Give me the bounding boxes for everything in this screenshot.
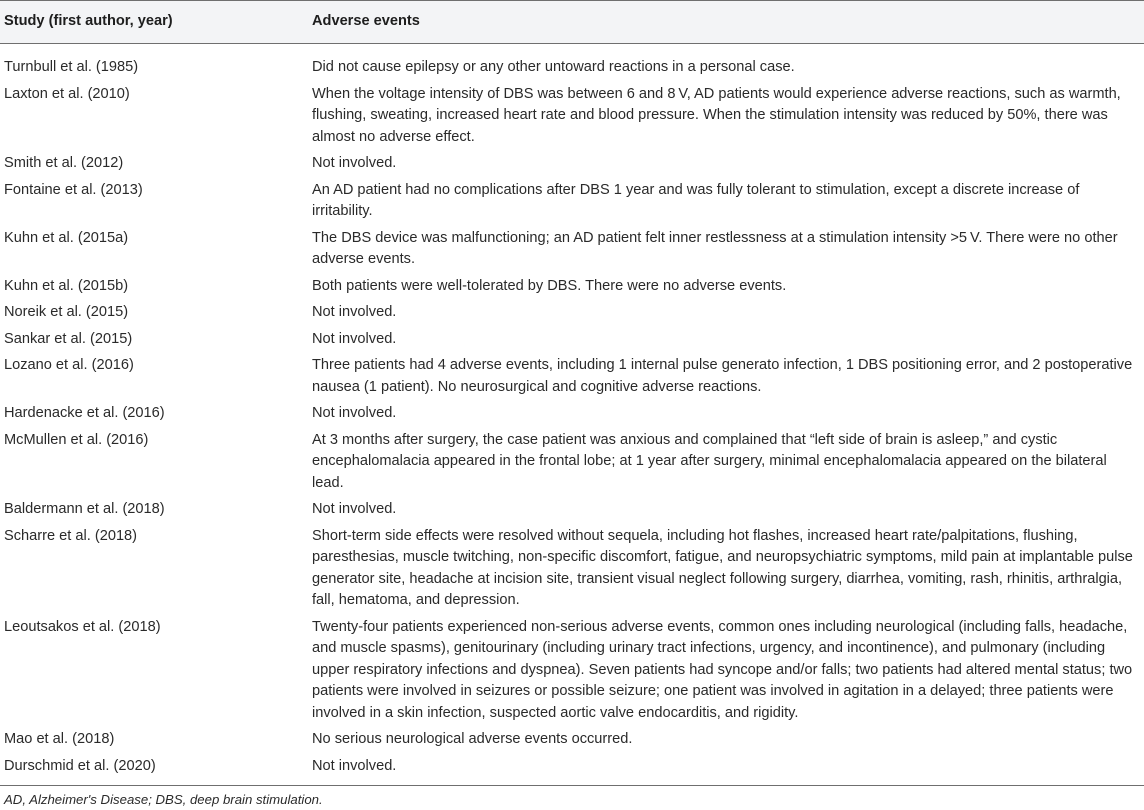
study-cell: Laxton et al. (2010) [4, 85, 130, 102]
table-row [0, 178, 1144, 226]
events-cell: The DBS device was malfunctioning; an AD patient felt inner restlessness at a stimulation intensity >5 V. There were no other adverse events. [312, 229, 1118, 267]
table-footnote: AD, Alzheimer's Disease; DBS, deep brain stimulation. [4, 792, 323, 807]
study-cell: Fontaine et al. (2013) [4, 181, 143, 198]
study-cell: McMullen et al. (2016) [4, 431, 149, 448]
events-cell: Not involved. [312, 155, 397, 171]
study-cell: Turnbull et al. (1985) [4, 59, 139, 75]
table-row [0, 497, 1144, 524]
events-cell: Both patients were well-tolerated by DBS. There were no adverse events. [312, 277, 787, 294]
study-cell: Kuhn et al. (2015a) [4, 229, 129, 246]
events-cell: Not involved. [312, 330, 397, 347]
table-row [0, 82, 1144, 152]
study-cell: Kuhn et al. (2015b) [4, 277, 129, 294]
events-cell: Short-term side effects were resolved without sequela, including hot flashes, increased heart rate/palpitations, flushing, paresthesias, muscle twitching, non-specific discomfort, fatigue, and neuropsychiatric symptoms, mild pain at implantable pulse generator site, headache at incision site, transient visual neglect following surgery, diarrhea, vomiting, rash, rhinitis, arthralgia, fall, hematoma, and depression. [312, 527, 1133, 608]
study-cell: Lozano et al. (2016) [4, 357, 134, 373]
table-row [0, 44, 1144, 82]
study-cell: Noreik et al. (2015) [4, 304, 129, 320]
events-cell: At 3 months after surgery, the case patient was anxious and complained that “left side of brain is asleep,” and cystic encephalomalacia appeared in the frontal lobe; at 1 year after surgery, minimal encephalomalacia appeared on the bilateral lead. [312, 431, 1107, 491]
table-row [0, 274, 1144, 301]
table-header-row [0, 1, 1144, 44]
events-cell: No serious neurological adverse events occurred. [312, 731, 633, 747]
events-cell: When the voltage intensity of DBS was between 6 and 8 V, AD patients would experience adverse reactions, such as warmth, flushing, sweating, increased heart rate and blood pressure. When the stimulation intensity was reduced by 50%, there was almost no adverse effect. [312, 85, 1121, 145]
events-cell: Not involved. [312, 304, 397, 320]
header-adverse-events: Adverse events [312, 1, 1144, 44]
table-row [0, 428, 1144, 498]
study-cell: Sankar et al. (2015) [4, 330, 133, 347]
events-cell: Did not cause epilepsy or any other untoward reactions in a personal case. [312, 59, 795, 75]
events-cell: Not involved. [312, 754, 1144, 786]
events-cell: Twenty-four patients experienced non-serious adverse events, common ones including neurological (including falls, headache, and muscle spasms), genitourinary (including urinary tract infections, urgency, and incontinence), and pulmonary (including upper respiratory infections and dyspnea). Seven patients had syncope and/or falls; two patients had altered mental status; two patients were involved in seizures or possible seizure; one patient was involved in agitation in a delayed; three patients were involved in a skin infection, suspected aortic valve endocarditis, and rigidity. [312, 618, 1133, 721]
study-cell: Durschmid et al. (2020) [0, 754, 312, 786]
study-cell: Mao et al. (2018) [4, 731, 115, 747]
table-row [0, 151, 1144, 178]
study-cell: Smith et al. (2012) [4, 155, 124, 171]
study-cell: Leoutsakos et al. (2018) [4, 618, 161, 635]
study-cell: Scharre et al. (2018) [4, 527, 138, 544]
table-row [0, 300, 1144, 327]
table-row [0, 327, 1144, 354]
events-cell: Not involved. [312, 405, 397, 421]
events-cell: Three patients had 4 adverse events, including 1 internal pulse generato infection, 1 DBS positioning error, and 2 postoperative nausea (1 patient). No neurosurgical and cognitive adverse reactions. [312, 357, 1133, 395]
events-cell: Not involved. [312, 501, 397, 517]
table-row [0, 615, 1144, 728]
events-cell: An AD patient had no complications after DBS 1 year and was fully tolerant to stimulation, except a discrete increase of irritability. [312, 181, 1080, 219]
header-study: Study (first author, year) [0, 1, 312, 44]
table-row [0, 754, 1144, 786]
table-row [0, 401, 1144, 428]
table-row [0, 727, 1144, 754]
table-row [0, 524, 1144, 615]
table-row [0, 353, 1144, 401]
study-cell: Hardenacke et al. (2016) [4, 405, 165, 421]
table-row [0, 226, 1144, 274]
study-cell: Baldermann et al. (2018) [4, 501, 165, 517]
